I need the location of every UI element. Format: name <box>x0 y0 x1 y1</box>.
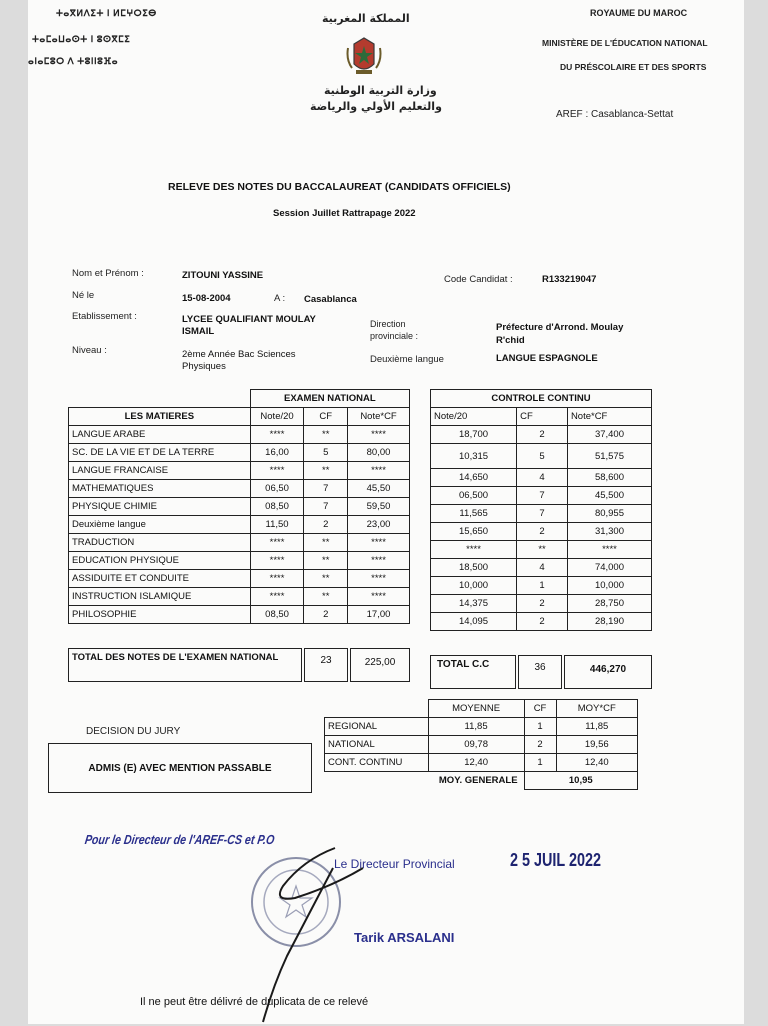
national-exam-table <box>68 389 410 624</box>
direction-line-1: Préfecture d'Arrond. Moulay <box>496 322 624 333</box>
national-note: **** <box>250 534 304 552</box>
summary-moycf: 19,56 <box>556 736 637 754</box>
national-cf: 5 <box>304 444 348 462</box>
decision-label: DECISION DU JURY <box>86 726 181 737</box>
national-cf: 2 <box>304 516 348 534</box>
national-total: 45,50 <box>348 480 410 498</box>
continu-note: 14,095 <box>431 613 517 631</box>
continu-cf: 2 <box>517 613 568 631</box>
national-total-label: TOTAL DES NOTES DE L'EXAMEN NATIONAL <box>72 652 279 663</box>
summary-col-cf: CF <box>524 700 556 718</box>
header-left-line-1: ⵜⴰⴳⵍⴷⵉⵜ ⵏ ⵍⵎⵖⵔⵉⴱ <box>56 8 157 18</box>
continu-total: 28,190 <box>567 613 651 631</box>
subject-name: EDUCATION PHYSIQUE <box>69 552 251 570</box>
national-total-value-box <box>350 648 410 682</box>
national-row <box>69 462 410 480</box>
continu-total: **** <box>567 541 651 559</box>
code-label: Code Candidat : <box>444 274 513 285</box>
direction-label-1: Direction <box>370 319 406 329</box>
continu-note: 14,650 <box>431 469 517 487</box>
national-total: **** <box>348 462 410 480</box>
national-note: 16,00 <box>250 444 304 462</box>
continu-total: 10,000 <box>567 577 651 595</box>
national-cf: ** <box>304 588 348 606</box>
national-total: **** <box>348 588 410 606</box>
level-label: Niveau : <box>72 345 107 356</box>
summary-label: CONT. CONTINU <box>325 754 429 772</box>
for-director-stamp: Pour le Directeur de l'AREF-CS et P.O <box>83 832 276 847</box>
continu-col-total: Note*CF <box>567 408 651 426</box>
continu-row <box>431 613 652 631</box>
header-center-arabic-line-1: وزارة التربية الوطنية <box>324 84 437 97</box>
national-total-label-box <box>68 648 302 682</box>
subject-name: SC. DE LA VIE ET DE LA TERRE <box>69 444 251 462</box>
national-cf: 7 <box>304 480 348 498</box>
continu-row <box>431 577 652 595</box>
continu-total: 74,000 <box>567 559 651 577</box>
decision-box <box>48 743 312 793</box>
national-note: **** <box>250 462 304 480</box>
national-cf: ** <box>304 426 348 444</box>
header-left-line-2: ⵜⴰⵎⴰⵡⴰⵙⵜ ⵏ ⵓⵙⴳⵎⵉ <box>32 34 131 44</box>
provincial-director-label: Le Directeur Provincial <box>334 857 455 871</box>
subject-name: PHILOSOPHIE <box>69 606 251 624</box>
national-cf: ** <box>304 462 348 480</box>
national-note: **** <box>250 426 304 444</box>
continu-total: 28,750 <box>567 595 651 613</box>
national-total: **** <box>348 426 410 444</box>
summary-col-moycf: MOY*CF <box>556 700 637 718</box>
continu-row <box>431 487 652 505</box>
summary-moyenne: 11,85 <box>428 718 524 736</box>
emblem-icon <box>344 34 384 78</box>
transcript-sheet <box>28 0 744 1024</box>
header-center-arabic-top: المملكة المغربية <box>322 12 410 25</box>
school-label: Etablissement : <box>72 311 137 322</box>
national-cf: ** <box>304 534 348 552</box>
continu-note: 18,700 <box>431 426 517 444</box>
continu-cf: 2 <box>517 426 568 444</box>
national-note: 11,50 <box>250 516 304 534</box>
continu-row <box>431 444 652 469</box>
summary-cf: 2 <box>524 736 556 754</box>
national-row <box>69 588 410 606</box>
national-total: **** <box>348 534 410 552</box>
continu-total: 80,955 <box>567 505 651 523</box>
summary-moycf: 12,40 <box>556 754 637 772</box>
national-total-value: 225,00 <box>364 657 396 668</box>
summary-moycf: 11,85 <box>556 718 637 736</box>
national-total-cf: 23 <box>320 655 332 666</box>
continu-total: 58,600 <box>567 469 651 487</box>
subjects-header: LES MATIERES <box>69 408 251 426</box>
header-right-line-1: ROYAUME DU MAROC <box>590 8 688 18</box>
summary-moyenne: 12,40 <box>428 754 524 772</box>
national-row <box>69 444 410 462</box>
national-total: **** <box>348 552 410 570</box>
continu-note: 10,000 <box>431 577 517 595</box>
aref-label: AREF : Casablanca-Settat <box>556 109 674 120</box>
summary-cf: 1 <box>524 718 556 736</box>
level-line-1: 2ème Année Bac Sciences <box>182 349 296 360</box>
school-line-1: LYCEE QUALIFIANT MOULAY <box>182 314 316 325</box>
continu-row <box>431 541 652 559</box>
summary-label: NATIONAL <box>325 736 429 754</box>
continu-cf: 7 <box>517 505 568 523</box>
continu-cf: 4 <box>517 559 568 577</box>
national-row <box>69 570 410 588</box>
candidate-name: ZITOUNI YASSINE <box>182 270 264 281</box>
born-label: Né le <box>72 290 95 301</box>
cc-total-label-box <box>430 655 516 689</box>
continu-total: 45,500 <box>567 487 651 505</box>
continu-note: 10,315 <box>431 444 517 469</box>
continu-note: 18,500 <box>431 559 517 577</box>
continu-cf: 2 <box>517 595 568 613</box>
continu-row <box>431 469 652 487</box>
national-row <box>69 516 410 534</box>
header-left-line-3: ⴰⵏⴰⵎⵓⵔ ⴷ ⵜⵓⵏⵏⵓⴼⴰ <box>28 56 119 66</box>
continu-total: 37,400 <box>567 426 651 444</box>
direction-label-2: provinciale : <box>370 331 419 341</box>
general-average-label: MOY. GENERALE <box>438 775 518 787</box>
continu-total: 31,300 <box>567 523 651 541</box>
continu-cf: 2 <box>517 523 568 541</box>
national-note: 08,50 <box>250 606 304 624</box>
summary-table <box>324 699 638 790</box>
continu-cf: 4 <box>517 469 568 487</box>
continu-row <box>431 595 652 613</box>
continu-col-note: Note/20 <box>431 408 517 426</box>
born-date: 15-08-2004 <box>182 293 231 304</box>
national-total: 59,50 <box>348 498 410 516</box>
subject-name: TRADUCTION <box>69 534 251 552</box>
summary-moyenne: 09,78 <box>428 736 524 754</box>
continu-row <box>431 559 652 577</box>
summary-row <box>325 754 638 772</box>
header-center-arabic-line-2: والتعليم الأولي والرياضة <box>310 100 442 113</box>
subject-name: LANGUE FRANCAISE <box>69 462 251 480</box>
summary-row <box>325 718 638 736</box>
footer-note: Il ne peut être délivré de duplicata de ce relevé <box>140 996 369 1008</box>
national-cf: 7 <box>304 498 348 516</box>
summary-col-moy: MOYENNE <box>428 700 524 718</box>
national-total: 17,00 <box>348 606 410 624</box>
national-row <box>69 426 410 444</box>
continu-table <box>430 389 652 631</box>
continu-cf: 5 <box>517 444 568 469</box>
subject-name: ASSIDUITE ET CONDUITE <box>69 570 251 588</box>
continu-cf: 7 <box>517 487 568 505</box>
candidate-code: R133219047 <box>542 274 597 285</box>
national-cf: ** <box>304 570 348 588</box>
summary-label: REGIONAL <box>325 718 429 736</box>
continu-note: 14,375 <box>431 595 517 613</box>
national-note: **** <box>250 570 304 588</box>
header-right-line-2: MINISTÈRE DE L'ÉDUCATION NATIONAL <box>542 38 708 48</box>
summary-cf: 1 <box>524 754 556 772</box>
summary-row <box>325 736 638 754</box>
signer-name: Tarik ARSALANI <box>354 930 455 945</box>
cc-total-value-box <box>564 655 652 689</box>
continu-row <box>431 505 652 523</box>
cc-total-cf-box <box>518 655 562 689</box>
continu-cf: 1 <box>517 577 568 595</box>
lang2-label: Deuxième langue <box>370 354 444 365</box>
national-col-cf: CF <box>304 408 348 426</box>
cc-total-value: 446,270 <box>589 664 627 675</box>
level-line-2: Physiques <box>182 361 226 372</box>
lang2-value: LANGUE ESPAGNOLE <box>496 353 598 364</box>
national-note: 08,50 <box>250 498 304 516</box>
born-at-label: A : <box>274 293 286 304</box>
name-label: Nom et Prénom : <box>72 268 144 279</box>
national-cf: ** <box>304 552 348 570</box>
national-note: 06,50 <box>250 480 304 498</box>
national-note: **** <box>250 588 304 606</box>
national-col-note: Note/20 <box>250 408 304 426</box>
national-total: 80,00 <box>348 444 410 462</box>
cc-total-cf: 36 <box>534 662 546 673</box>
national-row <box>69 480 410 498</box>
continu-note: 06,500 <box>431 487 517 505</box>
national-row <box>69 534 410 552</box>
continu-cf: ** <box>517 541 568 559</box>
national-total: 23,00 <box>348 516 410 534</box>
continu-row <box>431 426 652 444</box>
subject-name: PHYSIQUE CHIMIE <box>69 498 251 516</box>
school-line-2: ISMAIL <box>182 326 215 337</box>
cc-total-label: TOTAL C.C <box>437 659 490 670</box>
direction-line-2: R'chid <box>496 335 525 346</box>
date-stamp: 2 5 JUIL 2022 <box>510 850 601 870</box>
continu-note: **** <box>431 541 517 559</box>
born-place: Casablanca <box>304 294 357 305</box>
session-label: Session Juillet Rattrapage 2022 <box>273 208 416 219</box>
continu-col-cf: CF <box>517 408 568 426</box>
continu-row <box>431 523 652 541</box>
continu-note: 11,565 <box>431 505 517 523</box>
national-cf: 2 <box>304 606 348 624</box>
subject-name: MATHEMATIQUES <box>69 480 251 498</box>
subject-name: Deuxième langue <box>69 516 251 534</box>
national-total-cf-box <box>304 648 348 682</box>
header-right-line-3: DU PRÉSCOLAIRE ET DES SPORTS <box>560 62 707 72</box>
continu-total: 51,575 <box>567 444 651 469</box>
national-row <box>69 606 410 624</box>
subject-name: LANGUE ARABE <box>69 426 251 444</box>
document-title: RELEVE DES NOTES DU BACCALAUREAT (CANDIDATS OFFICIELS) <box>168 181 511 193</box>
national-total: **** <box>348 570 410 588</box>
general-average-value: 10,95 <box>524 772 637 790</box>
continu-note: 15,650 <box>431 523 517 541</box>
national-group-header: EXAMEN NATIONAL <box>250 390 409 408</box>
national-col-total: Note*CF <box>348 408 410 426</box>
continu-group-header: CONTROLE CONTINU <box>431 390 652 408</box>
subject-name: INSTRUCTION ISLAMIQUE <box>69 588 251 606</box>
national-row <box>69 498 410 516</box>
national-note: **** <box>250 552 304 570</box>
decision-value: ADMIS (E) AVEC MENTION PASSABLE <box>88 763 272 774</box>
national-row <box>69 552 410 570</box>
